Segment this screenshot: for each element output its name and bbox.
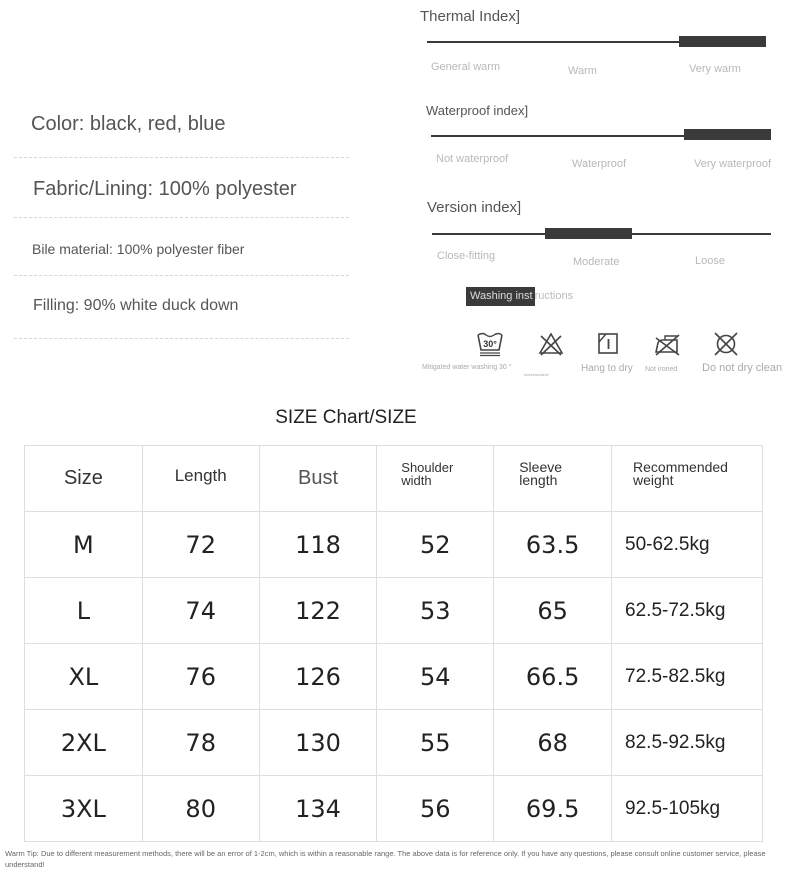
- cell-sleeve: 65: [494, 578, 612, 644]
- index-track: [431, 135, 685, 137]
- cell-sleeve: 68: [494, 710, 612, 776]
- cell-size: L: [25, 578, 143, 644]
- washing-title: Washing inst ructions: [466, 290, 573, 302]
- cell-length: 80: [142, 776, 259, 842]
- index-level-label: Warm: [568, 65, 597, 77]
- cell-sleeve: 63.5: [494, 512, 612, 578]
- no-bleach-icon: [537, 330, 565, 358]
- waterproof-index-title: Waterproof index]: [426, 103, 529, 118]
- index-track: [427, 41, 679, 43]
- spec-fabric: Fabric/Lining: 100% polyester: [33, 178, 297, 200]
- table-row: [25, 776, 763, 842]
- cell-shoulder: 52: [377, 512, 494, 578]
- cell-size: XL: [25, 644, 143, 710]
- index-indicator-moderate: [545, 228, 632, 239]
- thermal-index-title: Thermal Index]: [420, 8, 521, 25]
- table-header-row: [25, 446, 763, 512]
- wash-label-30: Mitigated water washing 30 °: [422, 364, 512, 371]
- table-row: [25, 578, 763, 644]
- cell-length: 78: [142, 710, 259, 776]
- no-dry-clean-icon: [712, 330, 740, 358]
- divider: [14, 217, 349, 218]
- header-sleeve-length: Sleeve length: [494, 446, 612, 512]
- cell-length: 76: [142, 644, 259, 710]
- cell-weight: 62.5-72.5kg: [612, 578, 763, 644]
- table-row: [25, 512, 763, 578]
- cell-weight: 92.5-105kg: [612, 776, 763, 842]
- index-level-label: Loose: [695, 255, 725, 267]
- header-recommended-weight: Recommended weight: [612, 446, 763, 512]
- spec-bile-material: Bile material: 100% polyester fiber: [32, 241, 245, 257]
- cell-bust: 122: [259, 578, 377, 644]
- index-level-label: Very warm: [689, 63, 741, 75]
- header-size: Size: [25, 446, 143, 512]
- cell-bust: 126: [259, 644, 377, 710]
- index-indicator-very-warm: [679, 36, 766, 47]
- wash-label-iron: Not ironed: [645, 366, 678, 373]
- cell-weight: 82.5-92.5kg: [612, 710, 763, 776]
- wash-label-bleach: Isobleachable: [524, 372, 549, 377]
- cell-bust: 130: [259, 710, 377, 776]
- header-shoulder-width: Shoulder width: [377, 446, 494, 512]
- divider: [14, 157, 349, 158]
- table-row: [25, 710, 763, 776]
- header-length: Length: [142, 446, 259, 512]
- size-chart-table: [24, 445, 763, 842]
- cell-size: 3XL: [25, 776, 143, 842]
- wash-label-hang: Hang to dry: [581, 363, 633, 374]
- cell-sleeve: 66.5: [494, 644, 612, 710]
- no-iron-icon: [653, 330, 681, 358]
- index-level-label: General warm: [431, 61, 501, 73]
- spec-filling: Filling: 90% white duck down: [33, 297, 239, 314]
- cell-length: 74: [142, 578, 259, 644]
- version-index-title: Version index]: [427, 199, 522, 216]
- hang-dry-icon: [594, 330, 622, 358]
- spec-color: Color: black, red, blue: [31, 113, 226, 135]
- cell-shoulder: 54: [377, 644, 494, 710]
- cell-shoulder: 56: [377, 776, 494, 842]
- divider: [14, 338, 349, 339]
- size-chart-title: SIZE Chart/SIZE: [275, 407, 417, 428]
- divider: [14, 275, 349, 276]
- cell-shoulder: 55: [377, 710, 494, 776]
- wash-label-dry-clean: Do not dry clean: [702, 362, 783, 374]
- table-row: [25, 644, 763, 710]
- index-level-label: Moderate: [573, 256, 620, 268]
- svg-text:30°: 30°: [483, 339, 497, 349]
- header-bust: Bust: [259, 446, 377, 512]
- index-level-label: Close-fitting: [437, 250, 496, 262]
- cell-sleeve: 69.5: [494, 776, 612, 842]
- index-level-label: Not waterproof: [436, 153, 509, 165]
- cell-shoulder: 53: [377, 578, 494, 644]
- index-indicator-very-waterproof: [684, 129, 771, 140]
- cell-length: 72: [142, 512, 259, 578]
- wash-30-icon: [476, 330, 504, 358]
- cell-weight: 72.5-82.5kg: [612, 644, 763, 710]
- index-level-label: Waterproof: [572, 158, 627, 170]
- cell-weight: 50-62.5kg: [612, 512, 763, 578]
- warm-tip: Warm Tip: Due to different measurement methods, there will be an error of 1-2cm, which is within a reasonable range. The above data is for reference only. If you have any questions, please consult online customer service, please understand!: [5, 849, 766, 869]
- cell-bust: 118: [259, 512, 377, 578]
- cell-size: M: [25, 512, 143, 578]
- cell-bust: 134: [259, 776, 377, 842]
- cell-size: 2XL: [25, 710, 143, 776]
- index-level-label: Very waterproof: [694, 158, 772, 170]
